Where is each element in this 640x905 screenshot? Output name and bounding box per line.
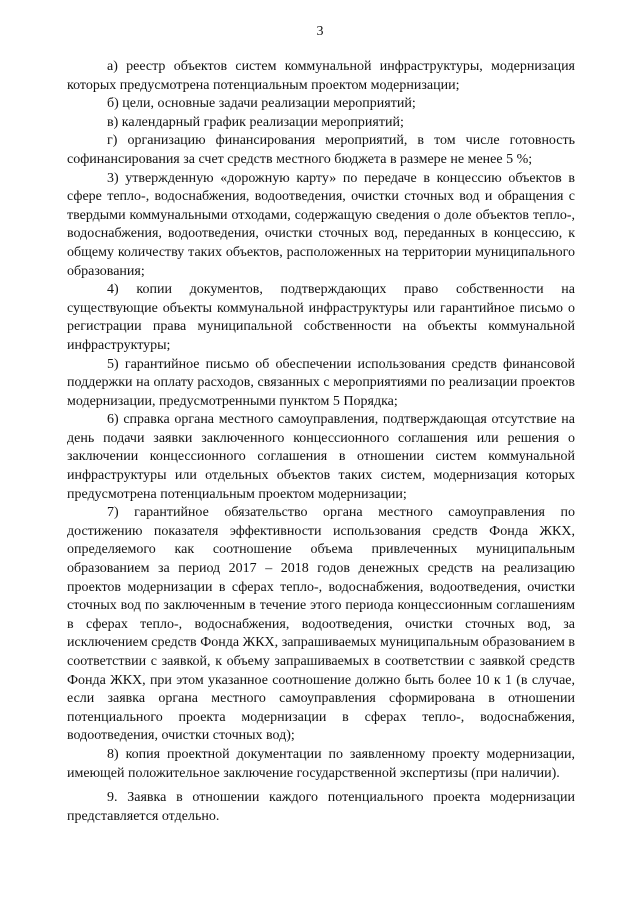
item-7-paragraph: 7) гарантийное обязательство органа местного самоуправления по достижению показателя эффективности использования средств Фонда ЖКХ, определяемого как соотношение объема привлеченных муниципальным образованием за период 2017 – 2018 годов денежных средств на реализацию проектов модернизации в сферах тепло-, водоснабжения, водоотведения, очистки сточных вод по заключенным в течение этого периода концессионным соглашениям в сферах тепло-, водоснабжения, водоотведения, очистки сточных вод, за исключением средств Фонда ЖКХ, запрашиваемых муниципальным образованием в соответствии с заявкой, к объему запрашиваемых в соответствии с заявкой средств Фонда ЖКХ, при этом указанное соотношение должно быть более 10 к 1 (в случае, если заявка органа местного самоуправления сформирована в отношении потенциального проекта модернизации в сферах тепло-, водоснабжения, водоотведения, очистки сточных вод); <box>67 505 575 744</box>
item-v-paragraph: в) календарный график реализации мероприятий; <box>107 114 404 130</box>
item-8-paragraph: 8) копия проектной документации по заявленному проекту модернизации, имеющей положительное заключение государственной экспертизы (при наличии). <box>67 746 575 781</box>
item-a-paragraph: а) реестр объектов систем коммунальной инфраструктуры, модернизация которых предусмотрена потенциальным проектом модернизации; <box>67 59 575 93</box>
item-4-paragraph: 4) копии документов, подтверждающих право собственности на существующие объекты коммунальной инфраструктуры или гарантийное письмо о регистрации права муниципальной собственности на объекты коммунальной инфраструктуры; <box>67 282 575 353</box>
item-g-paragraph: г) организацию финансирования мероприятий, в том числе готовность софинансирования за счет средств местного бюджета в размере не менее 5 %; <box>67 133 575 167</box>
item-3-paragraph: 3) утвержденную «дорожную карту» по передаче в концессию объектов в сфере тепло-, водоснабжения, водоотведения, очистки сточных вод и обращения с твердыми коммунальными отходами, содержащую сведения о доле объектов тепло-, водоснабжения, водоотведения, очистки сточных вод, переданных в концессию, к общему количеству таких объектов, расположенных на территории муниципального образования; <box>67 170 575 279</box>
document-body <box>67 58 575 826</box>
item-5-paragraph: 5) гарантийное письмо об обеспечении использования средств финансовой поддержки на оплату расходов, связанных с мероприятиями по реализации проектов модернизации, предусмотренными пунктом 5 Порядка; <box>67 356 575 409</box>
item-b-paragraph: б) цели, основные задачи реализации мероприятий; <box>107 96 416 112</box>
item-6-paragraph: 6) справка органа местного самоуправления, подтверждающая отсутствие на день подачи заявки заключенного концессионного соглашения или решения о заключении концессионного соглашения в отношении систем коммунальной инфраструктуры или отдельных объектов таких систем, модернизация которых предусмотрена потенциальным проектом модернизации; <box>67 412 575 502</box>
page-number: 3 <box>316 24 324 39</box>
section-9-paragraph: 9. Заявка в отношении каждого потенциального проекта модернизации представляется отдельно. <box>67 790 575 824</box>
